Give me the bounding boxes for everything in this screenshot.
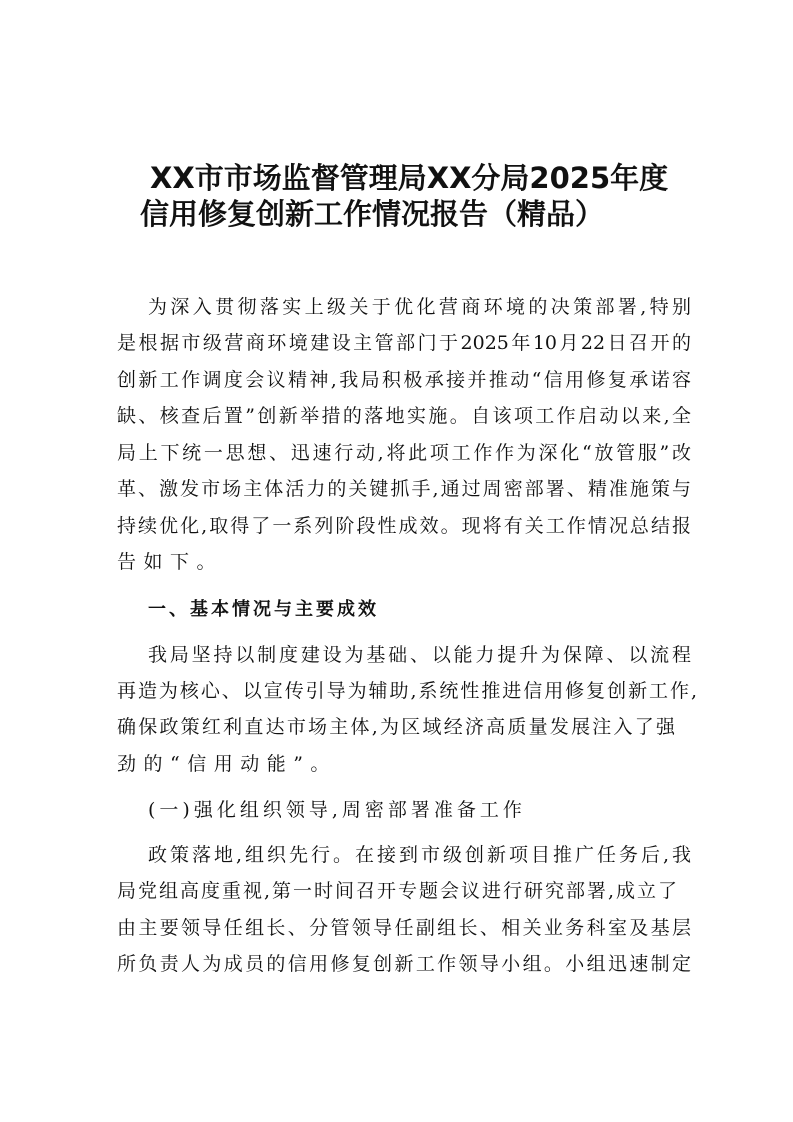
section-para-line: 劲的“信用动能”。 [117, 753, 337, 775]
section-heading: 一、基本情况与主要成效 [148, 599, 379, 620]
subsection-para-line: 所负责人为成员的信用修复创新工作领导小组。小组迅速制定 [117, 953, 691, 975]
intro-line: 是根据市级营商环境建设主管部门于2025年10月22日召开的 [117, 332, 691, 354]
intro-line: 持续优化,取得了一系列阶段性成效。现将有关工作情况总结报 [117, 515, 691, 537]
intro-line: 为深入贯彻落实上级关于优化营商环境的决策部署,特别 [148, 296, 691, 318]
section-para-line: 确保政策红利直达市场主体,为区域经济高质量发展注入了强 [117, 716, 675, 738]
intro-line: 告如下。 [117, 551, 224, 573]
section-para-line: 我局坚持以制度建设为基础、以能力提升为保障、以流程 [148, 644, 691, 666]
subsection-para-line: 局党组高度重视,第一时间召开专题会议进行研究部署,成立了 [117, 880, 677, 902]
subsection-para-line: 由主要领导任组长、分管领导任副组长、相关业务科室及基层 [117, 917, 691, 939]
document-title-line-1: XX市市场监督管理局XX分局2025年度 [150, 161, 669, 195]
document-title-line-2: 信用修复创新工作情况报告（精品） [140, 197, 605, 231]
subsection-heading: (一)强化组织领导,周密部署准备工作 [148, 799, 526, 821]
intro-line: 局上下统一思想、迅速行动,将此项工作作为深化“放管服”改 [117, 442, 691, 464]
intro-line: 革、激发市场主体活力的关键抓手,通过周密部署、精准施策与 [117, 478, 691, 500]
subsection-para-line: 政策落地,组织先行。在接到市级创新项目推广任务后,我 [148, 844, 691, 866]
intro-line: 缺、核查后置”创新举措的落地实施。自该项工作启动以来,全 [117, 405, 691, 427]
section-para-line: 再造为核心、以宣传引导为辅助,系统性推进信用修复创新工作, [117, 680, 697, 702]
intro-line: 创新工作调度会议精神,我局积极承接并推动“信用修复承诺容 [117, 369, 691, 391]
